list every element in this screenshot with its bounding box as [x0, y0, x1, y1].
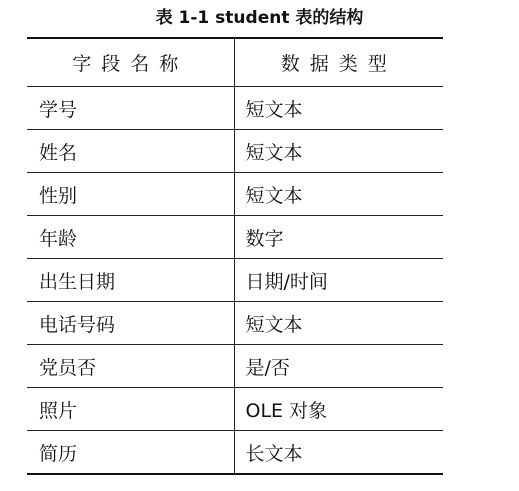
field-name-cell: 姓名: [27, 130, 234, 173]
data-type-cell: 是/否: [234, 345, 443, 388]
table-row: [27, 173, 443, 216]
header-row: [27, 39, 443, 87]
field-name-cell: 年龄: [27, 216, 234, 259]
table-row: [27, 388, 443, 431]
structure-table: [27, 39, 443, 473]
field-name-cell: 照片: [27, 388, 234, 431]
data-type-cell: 短文本: [234, 173, 443, 216]
table-caption: 表 1-1 student 表的结构: [155, 8, 364, 28]
field-name-cell: 简历: [27, 431, 234, 474]
header-field-name: 字段名称: [27, 39, 234, 87]
field-name-cell: 性别: [27, 173, 234, 216]
field-name-cell: 党员否: [27, 345, 234, 388]
data-type-cell: 短文本: [234, 87, 443, 130]
table-row: [27, 87, 443, 130]
data-type-cell: 长文本: [245, 442, 303, 465]
header-data-type: 数据类型: [234, 39, 443, 87]
field-name-cell: 电话号码: [27, 302, 234, 345]
field-name-cell: 学号: [27, 87, 234, 130]
table-row: [27, 431, 443, 474]
table-row: [27, 130, 443, 173]
data-type-cell: 日期/时间: [234, 259, 443, 302]
data-type-cell: 短文本: [234, 302, 443, 345]
field-name-cell: 出生日期: [27, 259, 234, 302]
table-row: [27, 345, 443, 388]
table-row: [27, 216, 443, 259]
data-type-cell: OLE 对象: [234, 388, 443, 431]
structure-table-frame: [27, 37, 443, 475]
data-type-cell: 短文本: [234, 130, 443, 173]
table-row: [27, 302, 443, 345]
data-type-cell: 数字: [234, 216, 443, 259]
table-row: [27, 259, 443, 302]
